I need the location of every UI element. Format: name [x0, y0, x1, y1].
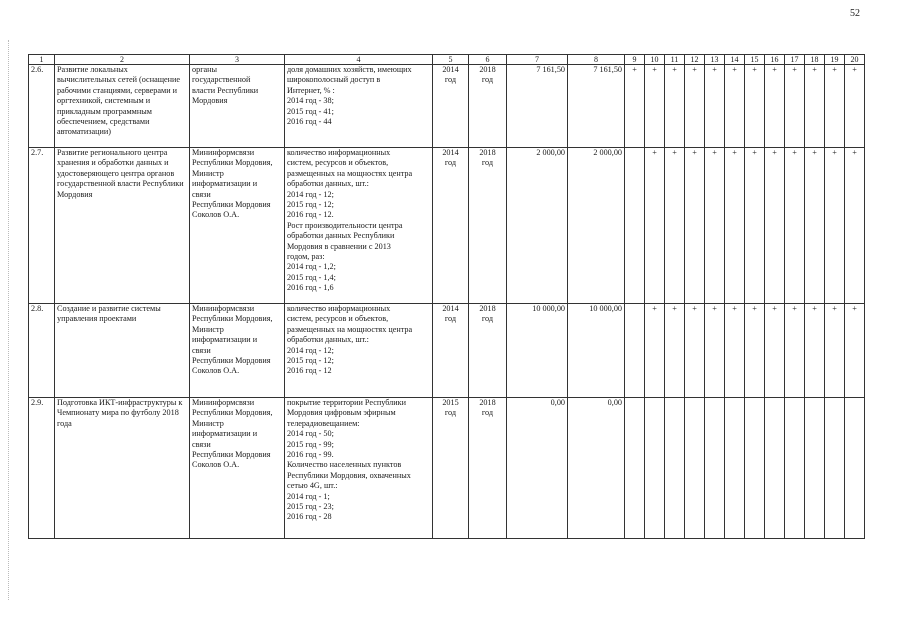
indicator-line: 2016 год - 28	[287, 512, 332, 522]
executor	[190, 304, 285, 398]
executor-line: связи	[192, 345, 211, 355]
executor-line: власти Республики	[192, 85, 259, 95]
start-year	[433, 398, 469, 539]
executor-line: связи	[192, 439, 211, 449]
indicator-line: доля домашних хозяйств, имеющих	[287, 65, 412, 74]
activity-name: Развитие регионального центра хранения и обработки данных и удостоверяющего центра органов государственной власти Республики Мордовия	[55, 148, 190, 304]
indicator-line: 2015 год - 23;	[287, 502, 334, 512]
mark-col-19	[825, 398, 845, 539]
executor-line: Мининформсвязи	[192, 304, 255, 313]
mark-col-10: +	[645, 65, 665, 148]
executor	[190, 65, 285, 148]
mark-col-20: +	[845, 148, 865, 304]
mark-col-13: +	[705, 304, 725, 398]
activity-name: Подготовка ИКТ-инфраструктуры к Чемпионату мира по футболу 2018 года	[55, 398, 190, 539]
executor-line: Министр	[192, 324, 224, 334]
indicator-line: систем, ресурсов и объектов,	[287, 314, 389, 324]
indicator-line: 2014 год - 50;	[287, 429, 334, 439]
activity-name: Создание и развитие системы управления проектами	[55, 304, 190, 398]
mark-col-17: +	[785, 304, 805, 398]
indicator	[285, 148, 433, 304]
start-year-line: год	[444, 408, 457, 418]
indicator-line: количество информационных	[287, 148, 391, 157]
header-col-1: 1	[29, 55, 55, 65]
header-col-10: 10	[645, 55, 665, 65]
end-year-line: год	[481, 314, 494, 324]
indicator-line: 2015 год - 12;	[287, 200, 334, 210]
mark-col-15: +	[745, 148, 765, 304]
start-year	[433, 148, 469, 304]
indicator-line: Мордовия в сравнении с 2013	[287, 241, 391, 251]
indicator-line: широкополосный доступ в	[287, 75, 381, 85]
indicator-line: 2014 год - 1,2;	[287, 262, 336, 272]
header-col-5: 5	[433, 55, 469, 65]
mark-col-19: +	[825, 304, 845, 398]
mark-col-20: +	[845, 304, 865, 398]
header-col-3: 3	[190, 55, 285, 65]
header-col-11: 11	[665, 55, 685, 65]
indicator	[285, 398, 433, 539]
executor-line: информатизации и	[192, 429, 258, 439]
executor-line: Мордовия	[192, 96, 228, 106]
end-year-line: 2018	[479, 304, 496, 313]
header-col-13: 13	[705, 55, 725, 65]
indicator-line: Рост производительности центра	[287, 220, 403, 230]
row-number: 2.6.	[29, 65, 55, 148]
executor-line: государственной	[192, 75, 251, 85]
indicator-line: количество информационных	[287, 304, 391, 313]
page-number: 52	[850, 8, 860, 19]
start-year-line: 2015	[442, 398, 459, 407]
mark-col-19: +	[825, 65, 845, 148]
indicator-line: 2016 год - 12	[287, 366, 332, 376]
mark-col-16	[765, 398, 785, 539]
indicator-line: 2016 год - 99.	[287, 450, 334, 460]
mark-col-15	[745, 398, 765, 539]
indicator-line: 2016 год - 12.	[287, 210, 334, 220]
mark-col-11	[665, 398, 685, 539]
mark-col-9	[625, 398, 645, 539]
mark-col-9: +	[625, 65, 645, 148]
indicator-line: 2015 год - 12;	[287, 356, 334, 366]
mark-col-10	[645, 398, 665, 539]
header-col-2: 2	[55, 55, 190, 65]
executor-line: Республики Мордовия	[192, 356, 271, 366]
executor	[190, 398, 285, 539]
executor-line: Республики Мордовия,	[192, 314, 273, 324]
executor-line: органы	[192, 65, 218, 74]
mark-col-12: +	[685, 304, 705, 398]
start-year-line: 2014	[442, 148, 459, 157]
header-col-19: 19	[825, 55, 845, 65]
mark-col-18	[805, 398, 825, 539]
mark-col-16: +	[765, 65, 785, 148]
executor-line: Министр	[192, 168, 224, 178]
indicator-line: Республики Мордовия, охваченных	[287, 470, 411, 480]
indicator	[285, 304, 433, 398]
program-table	[28, 54, 865, 539]
indicator-line: обработки данных Республики	[287, 231, 395, 241]
mark-col-9	[625, 148, 645, 304]
header-col-16: 16	[765, 55, 785, 65]
indicator-line: телерадиовещанием:	[287, 418, 360, 428]
indicator	[285, 65, 433, 148]
indicator-line: 2014 год - 1;	[287, 491, 330, 501]
mark-col-11: +	[665, 148, 685, 304]
executor-line: информатизации и	[192, 179, 258, 189]
mark-col-16: +	[765, 304, 785, 398]
end-year-line: год	[481, 158, 494, 168]
executor-line: Соколов О.А.	[192, 210, 240, 220]
header-col-17: 17	[785, 55, 805, 65]
indicator-line: сетью 4G, шт.:	[287, 481, 338, 491]
mark-col-11: +	[665, 65, 685, 148]
binding-margin-line	[8, 40, 10, 600]
row-number: 2.9.	[29, 398, 55, 539]
indicator-line: размещенных на мощностях центра	[287, 168, 413, 178]
mark-col-17: +	[785, 148, 805, 304]
funding-total: 0,00	[507, 398, 568, 539]
funding-total: 10 000,00	[507, 304, 568, 398]
end-year-line: год	[481, 75, 494, 85]
header-col-20: 20	[845, 55, 865, 65]
end-year	[469, 304, 507, 398]
mark-col-15: +	[745, 65, 765, 148]
indicator-line: обработки данных, шт.:	[287, 179, 369, 189]
activity-name: Развитие локальных вычислительных сетей (оснащение рабочими станциями, серверами и оргтехникой, системным и прикладным программным обеспечением, средствами автоматизации)	[55, 65, 190, 148]
indicator-line: 2014 год - 38;	[287, 96, 334, 106]
indicator-line: покрытие территории Республики	[287, 398, 407, 407]
funding-budget: 10 000,00	[568, 304, 625, 398]
executor	[190, 148, 285, 304]
start-year-line: 2014	[442, 65, 459, 74]
header-col-7: 7	[507, 55, 568, 65]
header-col-8: 8	[568, 55, 625, 65]
header-col-6: 6	[469, 55, 507, 65]
end-year-line: 2018	[479, 65, 496, 74]
executor-line: информатизации и	[192, 335, 258, 345]
header-col-15: 15	[745, 55, 765, 65]
mark-col-13	[705, 398, 725, 539]
mark-col-10: +	[645, 148, 665, 304]
mark-col-20: +	[845, 65, 865, 148]
start-year-line: год	[444, 314, 457, 324]
indicator-line: 2016 год - 1,6	[287, 283, 334, 293]
indicator-line: 2015 год - 1,4;	[287, 272, 336, 282]
header-col-9: 9	[625, 55, 645, 65]
indicator-line: систем, ресурсов и объектов,	[287, 158, 389, 168]
indicator-line: 2014 год - 12;	[287, 345, 334, 355]
start-year-line: 2014	[442, 304, 459, 313]
indicator-line: 2015 год - 99;	[287, 439, 334, 449]
executor-line: Мининформсвязи	[192, 148, 255, 157]
mark-col-15: +	[745, 304, 765, 398]
mark-col-17	[785, 398, 805, 539]
start-year	[433, 304, 469, 398]
indicator-line: годом, раз:	[287, 252, 325, 262]
mark-col-12: +	[685, 148, 705, 304]
mark-col-18: +	[805, 65, 825, 148]
executor-line: Мининформсвязи	[192, 398, 255, 407]
mark-col-18: +	[805, 304, 825, 398]
mark-col-16: +	[765, 148, 785, 304]
mark-col-20	[845, 398, 865, 539]
end-year	[469, 148, 507, 304]
mark-col-14: +	[725, 148, 745, 304]
mark-col-14: +	[725, 65, 745, 148]
table-row	[29, 304, 865, 398]
mark-col-12	[685, 398, 705, 539]
indicator-line: 2015 год - 41;	[287, 106, 334, 116]
executor-line: Соколов О.А.	[192, 460, 240, 470]
mark-col-14	[725, 398, 745, 539]
row-number: 2.7.	[29, 148, 55, 304]
executor-line: Министр	[192, 418, 224, 428]
indicator-line: размещенных на мощностях центра	[287, 324, 413, 334]
start-year-line: год	[444, 75, 457, 85]
start-year	[433, 65, 469, 148]
mark-col-9	[625, 304, 645, 398]
mark-col-11: +	[665, 304, 685, 398]
funding-budget: 7 161,50	[568, 65, 625, 148]
header-col-14: 14	[725, 55, 745, 65]
end-year	[469, 65, 507, 148]
table-row	[29, 65, 865, 148]
table-row	[29, 148, 865, 304]
executor-line: Республики Мордовия	[192, 450, 271, 460]
end-year	[469, 398, 507, 539]
indicator-line: 2016 год - 44	[287, 117, 332, 127]
executor-line: Республики Мордовия,	[192, 158, 273, 168]
end-year-line: 2018	[479, 398, 496, 407]
executor-line: Соколов О.А.	[192, 366, 240, 376]
indicator-line: Мордовия цифровым эфирным	[287, 408, 396, 418]
executor-line: связи	[192, 189, 211, 199]
indicator-line: Интернет, % :	[287, 85, 335, 95]
mark-col-10: +	[645, 304, 665, 398]
mark-col-13: +	[705, 148, 725, 304]
indicator-line: Количество населенных пунктов	[287, 460, 402, 470]
funding-budget: 2 000,00	[568, 148, 625, 304]
header-col-4: 4	[285, 55, 433, 65]
header-col-12: 12	[685, 55, 705, 65]
mark-col-17: +	[785, 65, 805, 148]
row-number: 2.8.	[29, 304, 55, 398]
executor-line: Республики Мордовия,	[192, 408, 273, 418]
indicator-line: обработки данных, шт.:	[287, 335, 369, 345]
executor-line: Республики Мордовия	[192, 200, 271, 210]
mark-col-19: +	[825, 148, 845, 304]
mark-col-18: +	[805, 148, 825, 304]
mark-col-12: +	[685, 65, 705, 148]
mark-col-13: +	[705, 65, 725, 148]
funding-total: 7 161,50	[507, 65, 568, 148]
mark-col-14: +	[725, 304, 745, 398]
header-col-18: 18	[805, 55, 825, 65]
end-year-line: 2018	[479, 148, 496, 157]
table-row	[29, 398, 865, 539]
start-year-line: год	[444, 158, 457, 168]
funding-budget: 0,00	[568, 398, 625, 539]
header-row	[29, 55, 865, 65]
funding-total: 2 000,00	[507, 148, 568, 304]
end-year-line: год	[481, 408, 494, 418]
indicator-line: 2014 год - 12;	[287, 189, 334, 199]
